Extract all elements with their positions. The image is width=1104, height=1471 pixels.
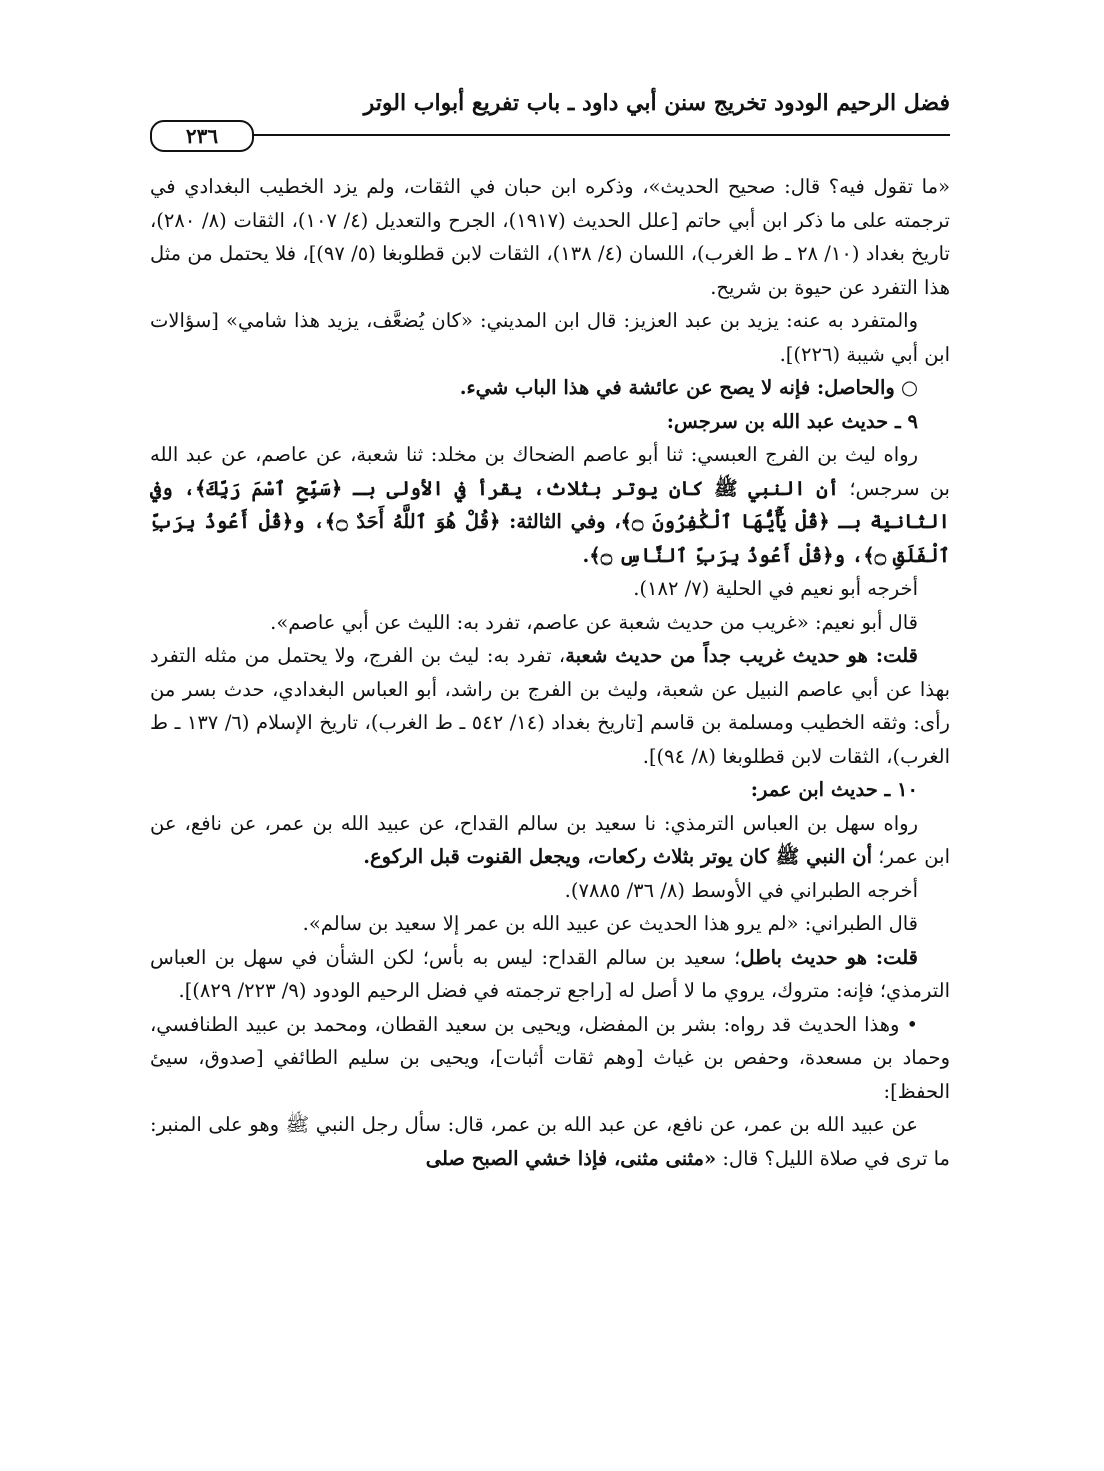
paragraph-2: والمتفرد به عنه: يزيد بن عبد العزيز: قال ابن المديني: «كان يُضعَّف، يزيد هذا شامي» [سؤالات ابن أبي شيبة (٢٢٦)]. [150,309,950,366]
paragraph-15: عن عبيد الله بن عمر، عن نافع، عن عبد الله بن عمر، قال: سأل رجل النبي ﷺ وهو على المنبر: ما ترى في صلاة الليل؟ قال: «مثنى مثنى، فإذا خشي الصبح صلى [150,1113,950,1170]
paragraph-5: رواه ليث بن الفرج العبسي: ثنا أبو عاصم الضحاك بن مخلد: ثنا شعبة، عن عاصم، عن عبد الله بن سرجس؛ أن النبي ﷺ كان يوتر بثلاث، يقرأ في الأولى بـ ﴿سَبِّحِ ٱسْمَ رَبِّكَ﴾، وفي الثانية بـ ﴿قُلْ يَٰٓأَيُّهَا ٱلْكَٰفِرُونَ ۝﴾، وفي الثالثة: ﴿قُلْ هُوَ ٱللَّهُ أَحَدٌ ۝﴾، و﴿قُلْ أَعُوذُ بِرَبِّ ٱلْفَلَقِ ۝﴾، و﴿قُلْ أَعُوذُ بِرَبِّ ٱلنَّاسِ ۝﴾. [150,443,950,567]
running-title: فضل الرحيم الودود تخريج سنن أبي داود ـ باب تفريع أبواب الوتر [363,90,950,116]
paragraph-1: «ما تقول فيه؟ قال: صحيح الحديث»، وذكره ابن حبان في الثقات، ولم يزد الخطيب البغدادي في ترجمته على ما ذكر ابن أبي حاتم [علل الحديث (١٩١٧)، الجرح والتعديل (٤/ ١٠٧)، الثقات (٨/ ٢٨٠)، تاريخ بغداد (١٠/ ٢٨ ـ ط الغرب)، اللسان (٤/ ١٣٨)، الثقات لابن قطلوبغا (٥/ ٩٧)]، فلا يحتمل من مثل هذا التفرد عن حيوة بن شريح. [150,175,950,299]
paragraph-6: أخرجه أبو نعيم في الحلية (٧/ ١٨٢). [633,577,918,600]
page-number: ٢٣٦ [150,120,254,152]
paragraph-4: ٩ ـ حديث عبد الله بن سرجس: [666,409,918,433]
paragraph-12: قال الطبراني: «لم يرو هذا الحديث عن عبيد الله بن عمر إلا سعيد بن سالم». [302,912,918,935]
paragraph-8: قلت: هو حديث غريب جداً من حديث شعبة، تفرد به: ليث بن الفرج، ولا يحتمل من مثله التفرد بهذا عن أبي عاصم النبيل عن شعبة، وليث بن الفرج بن راشد، أبو العباس البغدادي، حدث بسر من رأى: وثقه الخطيب ومسلمة بن قاسم [تاريخ بغداد (١٤/ ٥٤٢ ـ ط الغرب)، تاريخ الإسلام (٦/ ١٣٧ ـ ط الغرب)، الثقات لابن قطلوبغا (٨/ ٩٤)]. [150,644,950,768]
paragraph-11: أخرجه الطبراني في الأوسط (٨/ ٣٦/ ٧٨٨٥). [564,878,918,902]
page-body [150,170,950,1400]
page-header [150,90,950,150]
paragraph-9: ١٠ ـ حديث ابن عمر: [750,778,918,801]
paragraph-13: قلت: هو حديث باطل؛ سعيد بن سالم القداح: ليس به بأس؛ لكن الشأن في سهل بن العباس الترمذي؛ فإنه: متروك، يروي ما لا أصل له [راجع ترجمته في فضل الرحيم الودود (٩/ ٢٢٣/ ٨٢٩)]. [150,945,950,1002]
paragraph-7: قال أبو نعيم: «غريب من حديث شعبة عن عاصم، تفرد به: الليث عن أبي عاصم». [270,610,918,634]
paragraph-3: ○ والحاصل: فإنه لا يصح عن عائشة في هذا الباب شيء. [459,376,918,399]
paragraph-10: رواه سهل بن العباس الترمذي: نا سعيد بن سالم القداح، عن عبيد الله بن عمر، عن نافع، عن ابن عمر؛ أن النبي ﷺ كان يوتر بثلاث ركعات، ويجعل القنوت قبل الركوع. [150,811,950,868]
header-rule [150,134,950,136]
paragraph-14: • وهذا الحديث قد رواه: بشر بن المفضل، ويحيى بن سعيد القطان، ومحمد بن عبيد الطنافسي، وحماد بن مسعدة، وحفص بن غياث [وهم ثقات أثبات]، ويحيى بن سليم الطائفي [صدوق، سيئ الحفظ]: [150,1012,950,1103]
